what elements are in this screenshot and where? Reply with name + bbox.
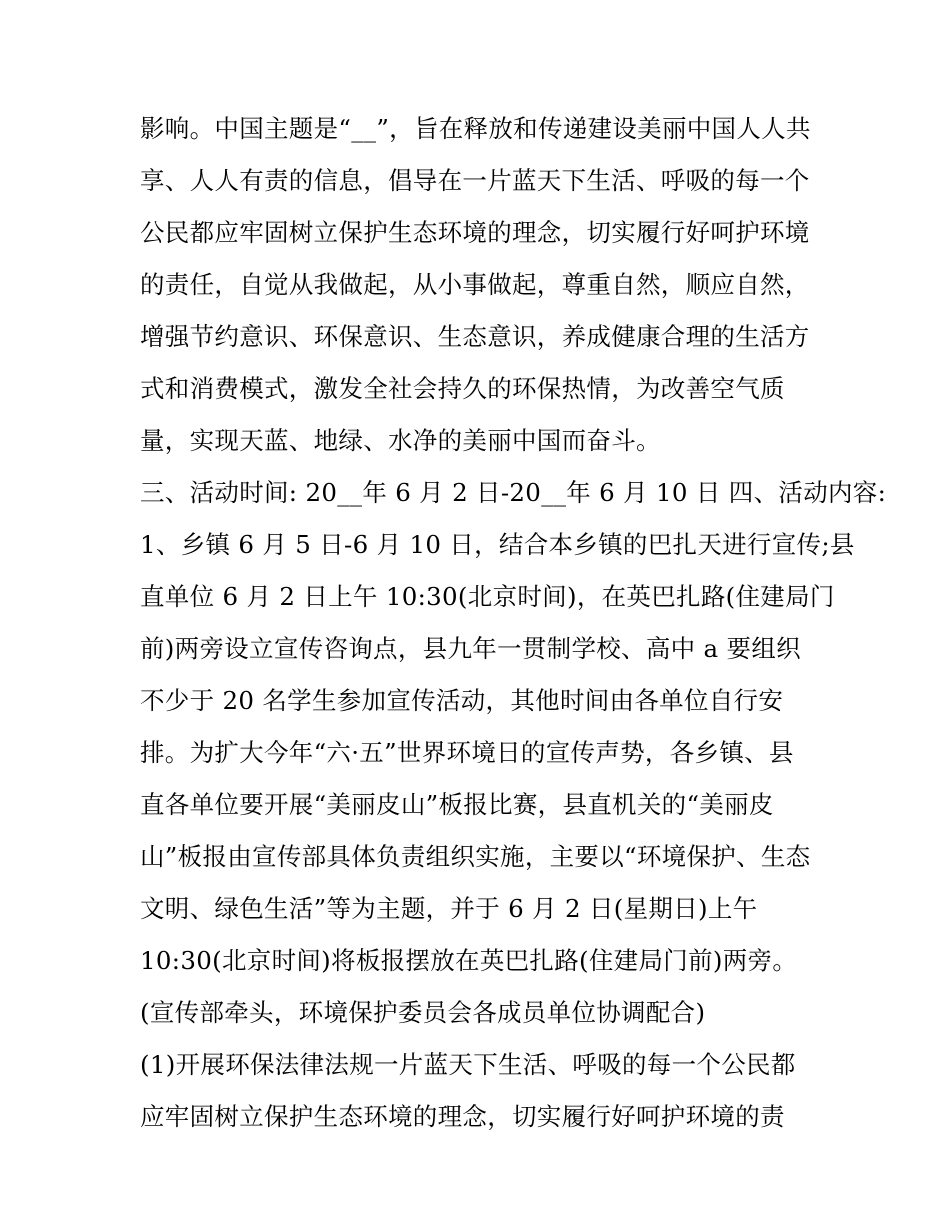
text-line: 1、乡镇 6 月 5 日-6 月 10 日，结合本乡镇的巴扎天进行宣传;县 [140,530,855,559]
text-line: 式和消费模式，激发全社会持久的环保热情，为改善空气质 [140,374,785,403]
text-line: 公民都应牢固树立保护生态环境的理念，切实履行好呵护环境 [140,218,810,247]
text-line: (1)开展环保法律法规一片蓝天下生活、呼吸的每一个公民都 [140,1050,796,1079]
text-line: 直单位 6 月 2 日上午 10:30(北京时间)，在英巴扎路(住建局门 [140,582,835,611]
text-line: 三、活动时间: 20__年 6 月 2 日-20__年 6 月 10 日 四、活动内容: [140,478,887,507]
text-line: 排。为扩大今年“六·五”世界环境日的宣传声势，各乡镇、县 [140,738,794,767]
text-line: 山”板报由宣传部具体负责组织实施，主要以“环境保护、生态 [140,842,811,871]
text-line: (宣传部牵头，环境保护委员会各成员单位协调配合) [140,998,706,1027]
text-line: 不少于 20 名学生参加宣传活动，其他时间由各单位自行安 [140,686,784,715]
text-line: 的责任，自觉从我做起，从小事做起，尊重自然，顺应自然， [140,270,810,299]
text-line: 量，实现天蓝、地绿、水净的美丽中国而奋斗。 [140,426,661,455]
text-line: 前)两旁设立宣传咨询点，县九年一贯制学校、高中 a 要组织 [140,634,801,663]
text-line: 增强节约意识、环保意识、生态意识，养成健康合理的生活方 [140,322,810,351]
text-line: 直各单位要开展“美丽皮山”板报比赛，县直机关的“美丽皮 [140,790,774,819]
text-line: 影响。中国主题是“__”，旨在释放和传递建设美丽中国人人共 [140,114,811,143]
text-line: 享、人人有责的信息，倡导在一片蓝天下生活、呼吸的每一个 [140,166,810,195]
text-line: 应牢固树立保护生态环境的理念，切实履行好呵护环境的责 [140,1102,785,1131]
text-line: 文明、绿色生活”等为主题，并于 6 月 2 日(星期日)上午 [140,894,758,923]
text-line: 10:30(北京时间)将板报摆放在英巴扎路(住建局门前)两旁。 [140,946,798,975]
